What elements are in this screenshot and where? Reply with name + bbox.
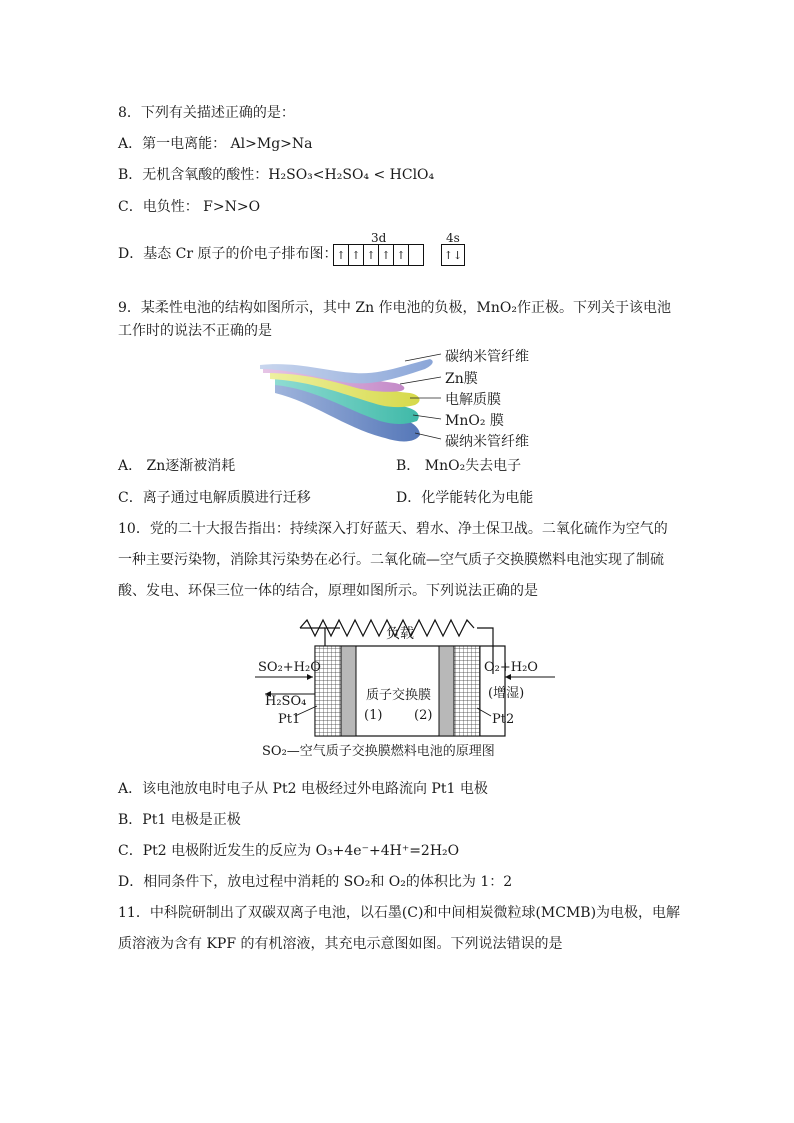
q9-stem-line1: 9．某柔性电池的结构如图所示，其中 Zn 作电池的负极，MnO₂作正极。下列关于该电池	[118, 300, 671, 316]
q10-option-b: B．Pt1 电极是正极	[118, 812, 241, 828]
q10-stem-line2: 一种主要污染物，消除其污染势在必行。二氧化硫—空气质子交换膜燃料电池实现了制硫	[118, 552, 664, 568]
fig-region2-label: (2)	[414, 708, 433, 723]
q8-option-c: C．电负性： F>N>O	[118, 199, 261, 215]
orbital-cell	[408, 244, 424, 266]
fig-right-inlet: O₂+H₂O	[484, 660, 538, 675]
q10-option-a: A．该电池放电时电子从 Pt2 电极经过外电路流向 Pt1 电极	[118, 781, 488, 797]
q8-option-d: D．基态 Cr 原子的价电子排布图：	[118, 246, 338, 262]
q9-option-a: A． Zn逐渐被消耗	[118, 458, 236, 474]
fig-load-label: 负载	[386, 626, 414, 642]
q9-option-b: B． MnO₂失去电子	[396, 458, 522, 474]
q11-stem-line1: 11．中科院研制出了双碳双离子电池，以石墨(C)和中间相炭微粒球(MCMB)为电极，电解	[118, 905, 681, 921]
orbital-cell: ↑	[393, 244, 409, 266]
battery-label-mno2: MnO₂ 膜	[445, 413, 504, 429]
fig-membrane-label: 质子交换膜	[366, 688, 432, 703]
q8-option-a: A．第一电离能： Al>Mg>Na	[118, 136, 313, 152]
fig-region1-label: (1)	[364, 708, 383, 723]
q8-option-b	[118, 165, 434, 185]
q10-stem-line3: 酸、发电、环保三位一体的结合，原理如图所示。下列说法正确的是	[118, 583, 538, 599]
leader-line	[405, 354, 441, 361]
orbital-cell: ↑	[378, 244, 394, 266]
electrode-pt2	[454, 646, 480, 736]
q8-option-b-formula: H₂SO₃<H₂SO₄ < HClO₄	[268, 167, 435, 183]
orbital-cell: ↑	[333, 244, 349, 266]
orbital-4s-label: 4s	[446, 231, 460, 245]
q10-stem-line1: 10．党的二十大报告指出：持续深入打好蓝天、碧水、净土保卫战。二氧化硫作为空气的	[118, 521, 668, 537]
fig-pt1-label: Pt1	[278, 712, 301, 727]
battery-label-cnt-bottom: 碳纳米管纤维	[445, 434, 529, 450]
q9-stem-line2: 工作时的说法不正确的是	[118, 323, 272, 339]
q9-option-c: C．离子通过电解质膜进行迁移	[118, 490, 311, 506]
fig-left-inlet: SO₂+H₂O	[258, 660, 321, 675]
q10-option-c: C．Pt2 电极附近发生的反应为 O₃+4e⁻+4H⁺=2H₂O	[118, 843, 460, 859]
q9-option-d: D．化学能转化为电能	[396, 490, 534, 506]
fig-caption: SO₂—空气质子交换膜燃料电池的原理图	[262, 744, 495, 759]
fig-humid-label: (增湿)	[488, 686, 525, 701]
battery-label-electrolyte: 电解质膜	[445, 392, 501, 408]
q11-stem-line2: 质溶液为含有 KPF 的有机溶液，其充电示意图如图。下列说法错误的是	[118, 936, 563, 952]
q8-option-b-prefix: B．无机含氧酸的酸性：	[118, 167, 269, 183]
fig-pt2-label: Pt2	[492, 712, 515, 727]
orbital-cell: ↑	[363, 244, 379, 266]
orbital-cell: ↑↓	[441, 244, 465, 266]
q8-stem: 8．下列有关描述正确的是：	[118, 105, 295, 121]
fig-left-outlet: H₂SO₄	[265, 694, 307, 709]
orbital-cell: ↑	[348, 244, 364, 266]
battery-label-zn: Zn膜	[445, 371, 478, 387]
catalyst-right	[439, 646, 454, 736]
catalyst-left	[341, 646, 356, 736]
q10-option-d: D．相同条件下，放电过程中消耗的 SO₂和 O₂的体积比为 1：2	[118, 874, 513, 890]
battery-label-cnt-top: 碳纳米管纤维	[445, 349, 529, 365]
leader-line	[400, 377, 441, 384]
orbital-3d-label: 3d	[371, 231, 387, 245]
